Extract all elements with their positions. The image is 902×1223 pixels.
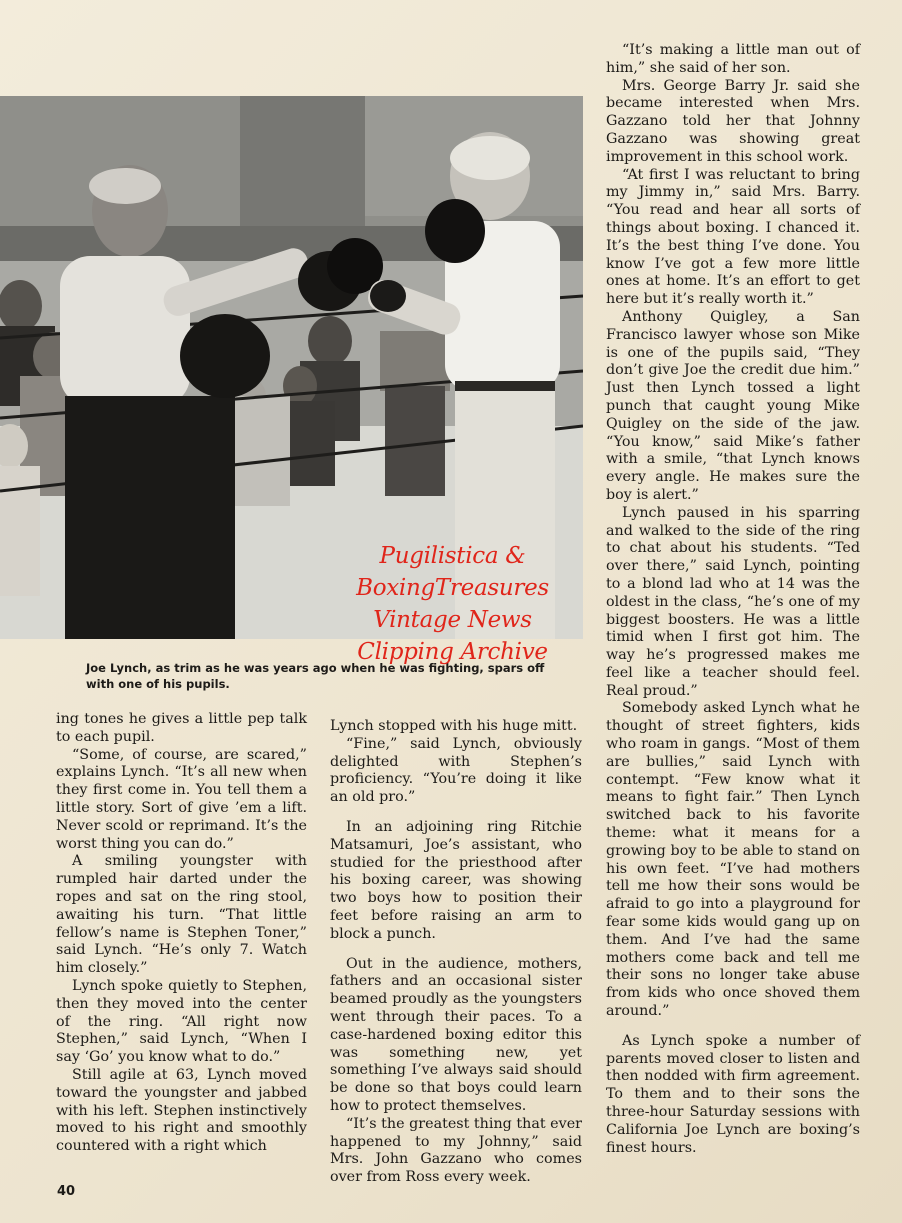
text-column-middle xyxy=(330,718,582,1187)
paragraph: Lynch paused in his sparring and walked to the side of the ring to chat about his students. “Ted over there,” said Lynch, pointing to a blond lad who at 14 was the oldest in the class, “he’s one of my biggest boosters. He was a little timid when I first got him. The way he’s progressed makes me feel like a teacher should feel. Real proud.” xyxy=(606,504,860,699)
watermark-line: Clipping Archive xyxy=(357,639,548,665)
paragraph: As Lynch spoke a number of parents moved closer to listen and then nodded with firm agreement. To them and to their sons the three-hour Saturday sessions with California Joe Lynch are boxing’s finest hours. xyxy=(606,1032,860,1156)
paragraph: In an adjoining ring Ritchie Matsamuri, Joe’s assistant, who studied for the priesthood after his boxing career, was showing two boys how to position their feet before raising an arm to block a punch. xyxy=(330,818,582,942)
paragraph: “Some, of course, are scared,” explains Lynch. “It’s all new when they first come in. You tell them a little story. Sort of give ’em a lift. Never scold or reprimand. It’s the worst thing you can do.” xyxy=(56,746,307,852)
paragraph: Mrs. George Barry Jr. said she became interested when Mrs. Gazzano told her that Johnny Gazzano was showing great improvement in this school work. xyxy=(606,77,860,165)
paragraph: “It’s the greatest thing that ever happened to my Johnny,” said Mrs. John Gazzano who comes over from Ross every week. xyxy=(330,1115,582,1186)
paragraph: Lynch stopped with his huge mitt. xyxy=(330,718,578,734)
page-number: 40 xyxy=(57,1184,76,1199)
paragraph: ing tones he gives a little pep talk to each pupil. xyxy=(56,711,307,745)
text-column-left xyxy=(56,711,307,1156)
paragraph: “It’s making a little man out of him,” she said of her son. xyxy=(606,42,860,76)
text-column-right xyxy=(606,42,860,1157)
watermark-line: BoxingTreasures xyxy=(356,575,549,601)
paragraph: Still agile at 63, Lynch moved toward the youngster and jabbed with his left. Stephen instinctively moved to his right and smoothly countered with a right which xyxy=(56,1066,307,1155)
paragraph: “Fine,” said Lynch, obviously delighted with Stephen’s proficiency. “You’re doing it like an old pro.” xyxy=(330,735,582,806)
paragraph: Lynch spoke quietly to Stephen, then they moved into the center of the ring. “All right now Stephen,” said Lynch, “When I say ‘Go’ you know what to do.” xyxy=(56,977,307,1066)
archive-watermark xyxy=(320,540,585,668)
paragraph: Out in the audience, mothers, fathers and an occasional sister beamed proudly as the youngsters went through their paces. To a case-hardened boxing editor this was something new, yet something I’ve always said should be done so that boys could learn how to protect themselves. xyxy=(330,955,582,1114)
watermark-line: Pugilistica & xyxy=(379,543,526,569)
paragraph: Anthony Quigley, a San Francisco lawyer whose son Mike is one of the pupils said, “They don’t give Joe the credit due him.” Just then Lynch tossed a light punch that caught young Mike Quigley on the side of the jaw. “You know,” said Mike’s father with a smile, “that Lynch knows every angle. He makes sure the boy is alert.” xyxy=(606,308,860,503)
watermark-line: Vintage News xyxy=(373,607,532,633)
paragraph: A smiling youngster with rumpled hair darted under the ropes and sat on the ring stool, awaiting his turn. “That little fellow’s name is Stephen Toner,” said Lynch. “He’s only 7. Watch him closely.” xyxy=(56,853,307,977)
photo-caption: Joe Lynch, as trim as he was years ago when he was fighting, spars off with one of his pupils. xyxy=(86,661,545,691)
paragraph: “At first I was reluctant to bring my Jimmy in,” said Mrs. Barry. “You read and hear all sorts of things about boxing. I chanced it. It’s the best thing I’ve done. You know I’ve got a few more little ones at home. It’s an effort to get here but it’s really worth it.” xyxy=(606,166,860,308)
paragraph: Somebody asked Lynch what he thought of street fighters, kids who roam in gangs. “Most of them are bullies,” said Lynch with contempt. “Few know what it means to fight fair.” Then Lynch switched back to his favorite theme: what it means for a growing boy to be able to stand on his own feet. “I’ve had mothers tell me how their sons would be afraid to go into a playground for fear some kids would gang up on them. And I’ve had the same mothers come back and tell me their sons no longer take abuse from kids who once shoved them around.” xyxy=(606,700,860,1020)
